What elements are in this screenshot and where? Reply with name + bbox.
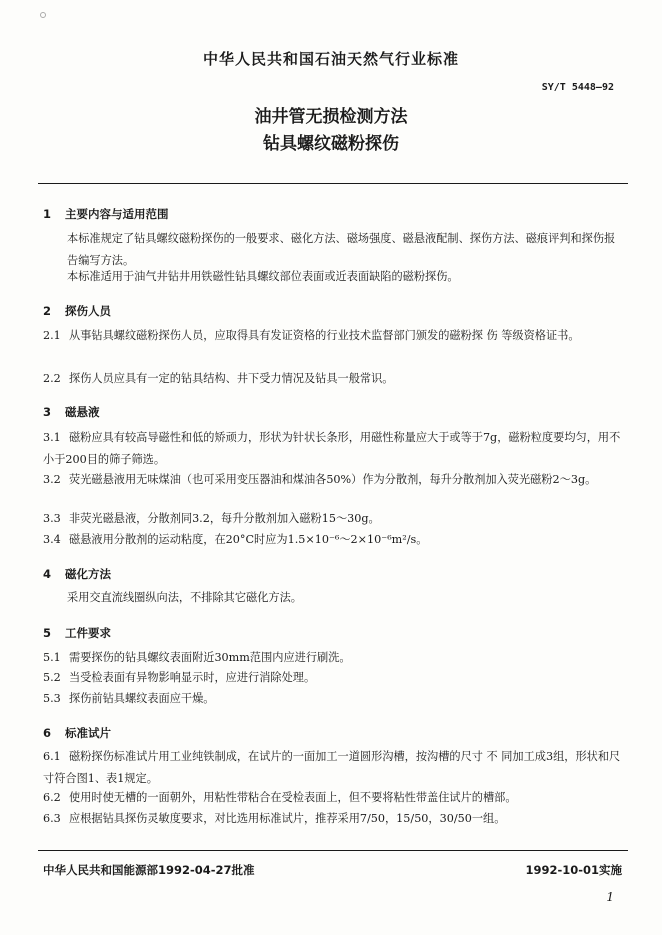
clause-text: 使用时使无槽的一面朝外，用粘性带粘合在受检表面上，但不要将粘性带盖住试片的槽部。 — [69, 791, 517, 804]
clause-number: 6.2 — [43, 791, 61, 804]
clause-number: 2.2 — [43, 372, 61, 385]
paragraph-5-1 — [43, 647, 626, 669]
clause-number: 5.3 — [43, 692, 61, 705]
page-number: 1 — [606, 890, 614, 904]
clause-number: 6.1 — [43, 750, 61, 763]
clause-text: 磁粉探伤标准试片用工业纯铁制成，在试片的一面加工一道圆形沟槽，按沟槽的尺寸 不 同加工成3组，形状和尺寸符合图1、表1规定。 — [43, 750, 621, 785]
section-title: 工件要求 — [65, 626, 111, 640]
section-number: 3 — [43, 405, 52, 419]
section-title: 磁悬液 — [65, 405, 100, 419]
clause-text: 当受检表面有异物影响显示时，应进行消除处理。 — [69, 671, 316, 684]
paragraph-1-2: 本标准适用于油气井钻井用铁磁性钻具螺纹部位表面或近表面缺陷的磁粉探伤。 — [67, 270, 459, 283]
section-heading-3 — [43, 404, 100, 420]
paragraph-3-4 — [43, 529, 626, 551]
section-heading-1 — [43, 206, 169, 222]
paragraph-1-1: 本标准规定了钻具螺纹磁粉探伤的一般要求、磁化方法、磁场强度、磁悬液配制、探伤方法、磁痕评判和探伤报告编写方法。 — [67, 232, 616, 267]
paragraph-2-2 — [43, 368, 626, 390]
paragraph-6-2 — [43, 787, 626, 809]
paragraph-6-1 — [43, 746, 626, 790]
org-title: 中华人民共和国石油天然气行业标准 — [202, 50, 459, 68]
paragraph-4-1: 采用交直流线圈纵向法，不排除其它磁化方法。 — [67, 591, 302, 604]
paragraph-6-3 — [43, 808, 626, 830]
section-number: 2 — [43, 304, 52, 318]
approval-line: 中华人民共和国能源部1992-04-27批准 — [43, 863, 255, 877]
section-title: 探伤人员 — [65, 304, 111, 318]
clause-text: 需要探伤的钻具螺纹表面附近30mm范围内应进行刷洗。 — [69, 651, 351, 664]
footer-divider — [38, 850, 628, 851]
section-heading-4 — [43, 566, 111, 582]
clause-number: 6.3 — [43, 812, 61, 825]
clause-text: 荧光磁悬液用无味煤油（也可采用变压器油和煤油各50%）作为分散剂，每升分散剂加入荧光磁粉2～3g。 — [69, 473, 597, 486]
standard-code: SY/T 5448—92 — [541, 82, 614, 93]
section-number: 5 — [43, 626, 52, 640]
section-number: 6 — [43, 726, 52, 740]
section-number: 4 — [43, 567, 52, 581]
section-heading-6 — [43, 725, 111, 741]
clause-text: 从事钻具螺纹磁粉探伤人员，应取得具有发证资格的行业技术监督部门颁发的磁粉探 伤 等级资格证书。 — [69, 329, 580, 342]
clause-number: 2.1 — [43, 329, 61, 342]
top-divider — [38, 183, 628, 184]
paragraph-5-2 — [43, 667, 626, 689]
paragraph-5-3 — [43, 688, 626, 710]
clause-text: 探伤前钻具螺纹表面应干燥。 — [69, 692, 215, 705]
section-heading-2 — [43, 303, 111, 319]
clause-text: 非荧光磁悬液，分散剂同3.2，每升分散剂加入磁粉15～30g。 — [69, 512, 380, 525]
clause-text: 探伤人员应具有一定的钻具结构、井下受力情况及钻具一般常识。 — [69, 372, 394, 385]
clause-text: 磁悬液用分散剂的运动粘度，在20°C时应为1.5×10⁻⁶～2×10⁻⁶m²/s。 — [69, 533, 428, 546]
effective-date: 1992-10-01实施 — [525, 863, 622, 877]
doc-title-line1: 油井管无损检测方法 — [254, 107, 408, 127]
doc-title-line2: 钻具螺纹磁粉探伤 — [263, 134, 399, 154]
section-title: 磁化方法 — [65, 567, 111, 581]
paragraph-3-3 — [43, 508, 626, 530]
clause-number: 5.1 — [43, 651, 61, 664]
scan-mark — [40, 12, 46, 18]
section-number: 1 — [43, 207, 52, 221]
clause-text: 应根据钻具探伤灵敏度要求，对比选用标准试片，推荐采用7/50，15/50，30/50一组。 — [69, 812, 506, 825]
paragraph-2-1 — [43, 325, 626, 347]
clause-number: 3.1 — [43, 431, 61, 444]
section-title: 主要内容与适用范围 — [65, 207, 169, 221]
section-heading-5 — [43, 625, 111, 641]
section-title: 标准试片 — [65, 726, 111, 740]
clause-text: 磁粉应具有较高导磁性和低的矫顽力，形状为针状长条形，用磁性称量应大于或等于7g，磁粉粒度要均匀，用不小于200目的筛子筛选。 — [43, 431, 621, 466]
paragraph-3-2 — [43, 469, 626, 491]
clause-number: 5.2 — [43, 671, 61, 684]
clause-number: 3.4 — [43, 533, 61, 546]
clause-number: 3.3 — [43, 512, 61, 525]
paragraph-3-1 — [43, 427, 626, 471]
clause-number: 3.2 — [43, 473, 61, 486]
